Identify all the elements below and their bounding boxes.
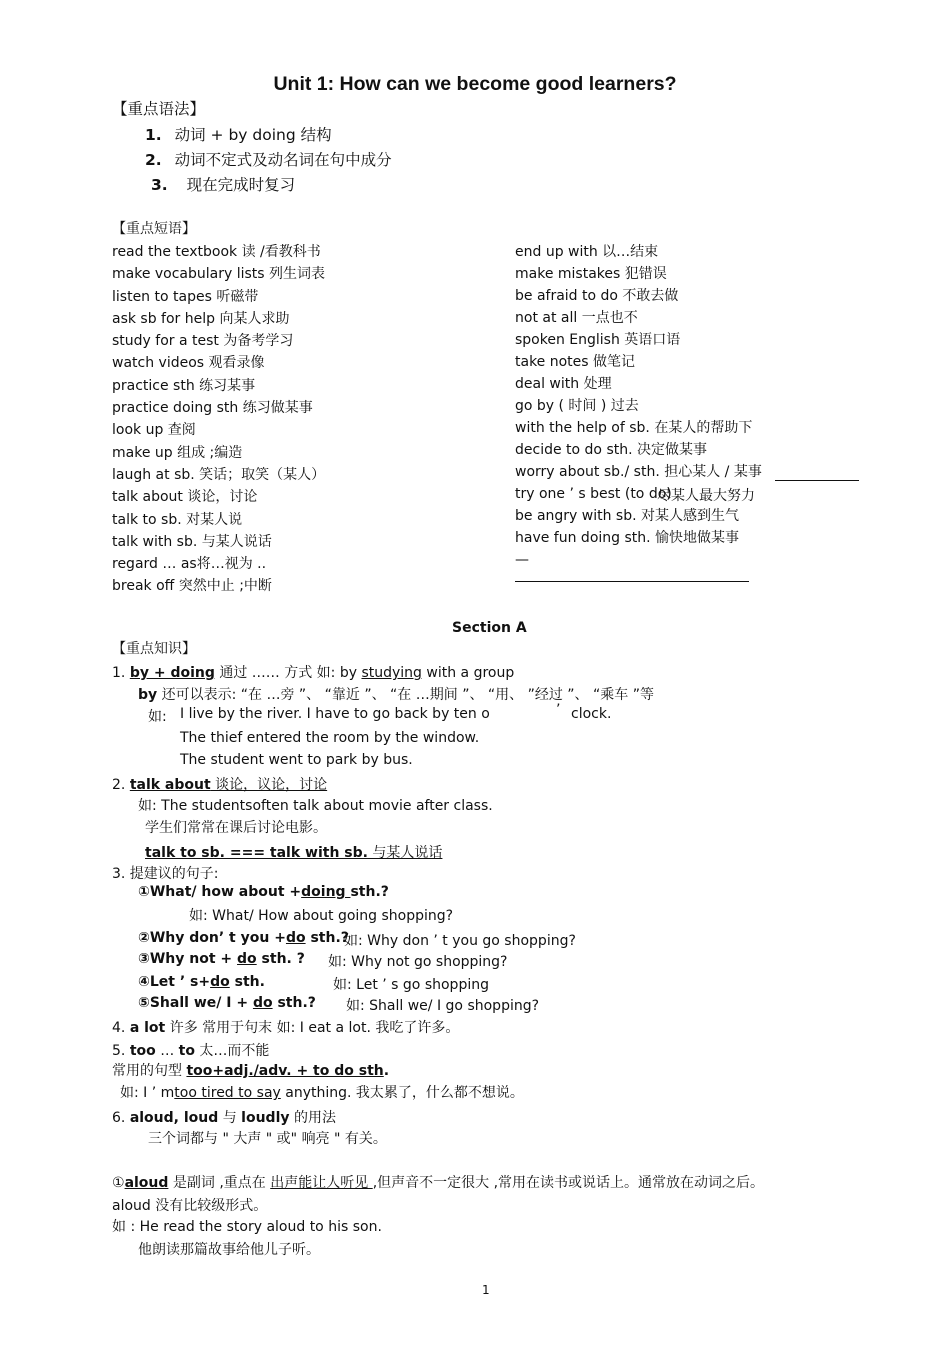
suggestion-example: 如: Why not go shopping?: [328, 954, 508, 970]
phrase-item: be afraid to do 不敢去做: [515, 288, 679, 304]
suggestion-4: [138, 974, 265, 990]
point-3-heading: 3. 提建议的句子:: [112, 866, 219, 882]
grammar-item-text: 现在完成时复习: [186, 176, 296, 194]
phrase-item: have fun doing sth. 愉快地做某事: [515, 530, 740, 546]
phrase-item: try one ’ s best (to do): [515, 486, 672, 502]
phrase-item: —: [515, 552, 529, 568]
point-4: [112, 1017, 459, 1037]
point-1: [112, 662, 514, 682]
suggestion-1: [138, 884, 389, 900]
phrase-item: with the help of sb. 在某人的帮助下: [515, 420, 753, 436]
example-apostrophe: ’: [556, 702, 561, 718]
phrase-item: listen to tapes 听磁带: [112, 288, 259, 305]
section-heading: 【重点知识】: [112, 641, 196, 657]
suggestion-pattern: ⑤Shall we/ I +: [138, 995, 253, 1011]
suggestion-underline: do: [285, 930, 306, 946]
point-term: a lot: [129, 1020, 166, 1036]
suggestion-underline: do: [210, 974, 230, 990]
pattern-text: too+adj./adv. + to do sth: [186, 1063, 384, 1079]
point-text: 还可以表示: “在 …旁 ”、 “靠近 ”、 “在 …期间 ”、 “用、 ”经过 ”、 “乘车 ”等: [157, 687, 654, 703]
phrase-item: practice doing sth 练习做某事: [112, 400, 313, 417]
phrase-item: regard … as将…视为 ..: [112, 556, 267, 573]
suggestion-pattern: ①What/ how about +: [138, 884, 302, 900]
phrase-item: make mistakes 犯错误: [515, 266, 667, 282]
pattern-label: 常用的句型: [112, 1063, 187, 1079]
example-end: anything. 我太累了，什么都不想说。: [280, 1085, 524, 1101]
phrase-overlay-text: 尽某人最大努力: [657, 488, 755, 504]
phrases-right-column: [515, 241, 762, 571]
point-number: 6.: [112, 1110, 126, 1126]
suggestion-3: [138, 951, 305, 967]
point-5-pattern: [112, 1060, 389, 1080]
phrase-item: deal with 处理: [515, 376, 612, 392]
phrase-item: end up with 以…结束: [515, 244, 659, 260]
grammar-item-text: 动词不定式及动名词在句中成分: [174, 151, 392, 169]
aloud-underline: 出声能让人听见: [270, 1175, 373, 1191]
point-gloss: 与某人说话: [367, 845, 443, 861]
aloud-text: 是副词 ,重点在: [168, 1175, 271, 1191]
phrase-item: talk about 谈论，讨论: [112, 489, 258, 506]
example-label: 如:: [148, 709, 167, 725]
aloud-text-end: ,但声音不一定很大 ,常用在读书或说话上。通常放在动词之后。: [372, 1175, 765, 1191]
point-tail: with a group: [421, 665, 515, 681]
phrase-item: laugh at sb. 笑话；取笑（某人）: [112, 466, 326, 483]
point-term: aloud: [124, 1175, 169, 1191]
phrase-item: break off 突然中止 ;中断: [112, 578, 272, 595]
example-sentence: I live by the river. I have to go back by ten o: [180, 706, 490, 722]
point-number: 5.: [112, 1043, 126, 1059]
phrases-heading: 【重点短语】: [112, 221, 196, 237]
grammar-heading: 【重点语法】: [112, 100, 206, 118]
circle-number: ①: [112, 1175, 125, 1191]
point-text: 许多 常用于句末 如: I eat a lot. 我吃了许多。: [165, 1020, 460, 1036]
phrase-item: make vocabulary lists 列生词表: [112, 266, 326, 283]
phrase-item: spoken English 英语口语: [515, 332, 681, 348]
phrase-item: study for a test 为备考学习: [112, 333, 294, 350]
phrase-item: talk with sb. 与某人说话: [112, 533, 272, 550]
blank-line: [515, 581, 749, 582]
example-sentence: 如: The studentsoften talk about movie after class.: [138, 798, 493, 814]
point-gloss: 太…而不能: [194, 1043, 270, 1059]
phrase-item: go by ( 时间 ) 过去: [515, 398, 639, 414]
phrase-item: take notes 做笔记: [515, 354, 636, 370]
phrase-item: decide to do sth. 决定做某事: [515, 442, 708, 458]
point-mid: 与: [218, 1110, 242, 1126]
suggestion-tail: sth.: [229, 974, 265, 990]
point-number: 2.: [112, 777, 126, 793]
suggestion-tail: sth. ?: [256, 951, 305, 967]
suggestion-2: [138, 930, 349, 946]
point-term: talk to sb. === talk with sb.: [145, 845, 368, 861]
point-2-extra: [145, 842, 442, 862]
point-gloss: 的用法: [289, 1110, 336, 1126]
suggestion-tail: sth.?: [305, 930, 349, 946]
example-sentence: The thief entered the room by the window.: [180, 730, 480, 746]
point-5-example: [120, 1082, 524, 1102]
phrase-item: ask sb for help 向某人求助: [112, 310, 290, 327]
point-mid: …: [155, 1043, 179, 1059]
point-term: talk about: [129, 777, 211, 793]
point-term: by: [138, 687, 158, 703]
grammar-item-number: 2.: [145, 151, 162, 169]
grammar-item-number: 3.: [151, 176, 168, 194]
phrases-left-column: [112, 241, 325, 598]
suggestion-underline: do: [252, 995, 273, 1011]
phrase-item: watch videos 观看录像: [112, 355, 265, 372]
point-6-line: 三个词都与 " 大声 " 或" 响亮 " 有关。: [148, 1131, 387, 1147]
page-title: Unit 1: How can we become good learners?: [273, 73, 677, 95]
example-sentence: The student went to park by bus.: [180, 752, 413, 768]
example-sentence: 如 : He read the story aloud to his son.: [112, 1219, 382, 1235]
grammar-item-number: 1.: [145, 126, 162, 144]
suggestion-underline: do: [237, 951, 257, 967]
suggestion-tail: sth.?: [272, 995, 316, 1011]
example-start: 如: I ’ m: [120, 1085, 175, 1101]
blank-line: [775, 480, 859, 481]
point-term: to: [178, 1043, 195, 1059]
phrase-item: worry about sb./ sth. 担心某人 / 某事: [515, 464, 762, 480]
point-gloss: 谈论，议论，讨论: [210, 777, 328, 793]
aloud-note: aloud 没有比较级形式。: [112, 1198, 268, 1214]
suggestion-example: 如: Shall we/ I go shopping?: [346, 998, 540, 1014]
phrase-item: read the textbook 读 /看教科书: [112, 244, 321, 260]
grammar-item: [145, 148, 392, 170]
point-term: by + doing: [129, 665, 215, 681]
point-underline: studying: [361, 665, 422, 681]
suggestion-pattern: ④Let ’ s+: [138, 974, 211, 990]
phrase-item: make up 组成 ;编造: [112, 444, 243, 461]
example-underline: too tired to say: [174, 1085, 281, 1101]
point-number: 1.: [112, 665, 126, 681]
point-term: loudly: [241, 1110, 290, 1126]
pattern-dot: .: [383, 1063, 390, 1079]
example-sentence-end: clock.: [571, 706, 612, 722]
page-number: 1: [482, 1283, 490, 1297]
point-6: [112, 1107, 336, 1127]
example-translation: 他朗读那篇故事给他儿子听。: [138, 1242, 320, 1258]
phrase-item: be angry with sb. 对某人感到生气: [515, 508, 740, 524]
suggestion-example: 如: Why don ’ t you go shopping?: [344, 933, 576, 949]
point-5: [112, 1040, 269, 1060]
suggestion-5: [138, 995, 316, 1011]
suggestion-example: 如: Let ’ s go shopping: [333, 977, 489, 993]
suggestion-example: 如: What/ How about going shopping?: [189, 908, 454, 924]
phrase-item: look up 查阅: [112, 422, 196, 439]
phrase-item: practice sth 练习某事: [112, 377, 256, 394]
point-number: 4.: [112, 1020, 126, 1036]
point-term: too: [129, 1043, 156, 1059]
point-1-by: [138, 684, 654, 704]
point-2: [112, 774, 327, 794]
aloud-line: [112, 1172, 764, 1192]
example-translation: 学生们常常在课后讨论电影。: [145, 820, 327, 836]
grammar-item: [145, 123, 332, 145]
suggestion-tail: sth.?: [350, 884, 389, 900]
grammar-item-text: 动词 + by doing 结构: [174, 126, 332, 144]
phrase-item: not at all 一点也不: [515, 310, 638, 326]
phrase-item: talk to sb. 对某人说: [112, 511, 243, 528]
point-gloss: 通过 …… 方式 如: by: [214, 665, 362, 681]
suggestion-pattern: ③Why not +: [138, 951, 238, 967]
point-term: aloud, loud: [129, 1110, 219, 1126]
suggestion-pattern: ②Why don’ t you +: [138, 930, 286, 946]
grammar-item: [151, 173, 295, 195]
section-title: Section A: [452, 620, 527, 636]
suggestion-underline: doing: [301, 884, 351, 900]
